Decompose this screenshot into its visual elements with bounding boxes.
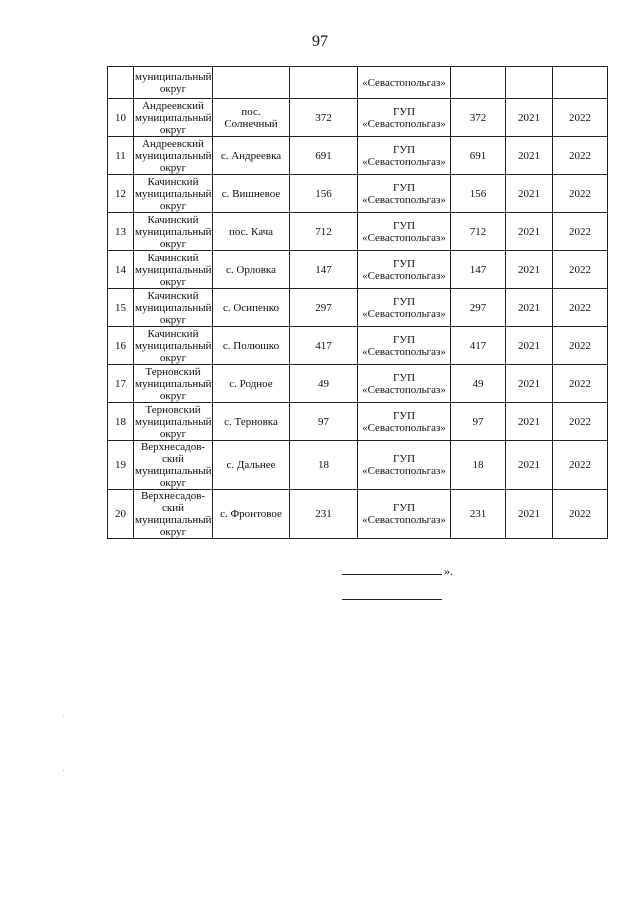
cell-year-end: 2022	[553, 365, 608, 403]
cell-operator: ГУП «Севастопольгаз»	[358, 175, 451, 213]
cell-settlement: пос. Солнечный	[213, 99, 290, 137]
cell-operator: ГУП «Севастопольгаз»	[358, 251, 451, 289]
cell-count: 691	[290, 137, 358, 175]
cell-settlement: пос. Кача	[213, 213, 290, 251]
scan-artifact	[63, 770, 64, 771]
cell-district: Терновский муниципальный округ	[135, 403, 212, 440]
cell-district: Верхнесадов-ский муниципальный округ	[135, 490, 212, 538]
cell-count: 372	[290, 99, 358, 137]
cell-count2: 372	[451, 99, 506, 137]
cell-num: 20	[108, 490, 134, 539]
cell-count: 97	[290, 403, 358, 441]
table-row	[108, 403, 608, 441]
cell-operator: ГУП «Севастопольгаз»	[358, 213, 451, 251]
cell-district: Андреевский муниципальный округ	[135, 137, 212, 174]
cell-settlement: с. Терновка	[213, 403, 290, 441]
cell-district: Качинский муниципальный округ	[135, 213, 212, 250]
settlements-table	[107, 66, 608, 539]
table-row	[108, 67, 608, 99]
cell-year-start: 2021	[506, 213, 553, 251]
cell-num: 13	[108, 213, 134, 251]
cell-num: 10	[108, 99, 134, 137]
cell-year-end: 2022	[553, 289, 608, 327]
cell-settlement	[213, 67, 290, 99]
cell-operator: ГУП «Севастопольгаз»	[358, 403, 451, 441]
cell-count2: 231	[451, 490, 506, 539]
cell-district: Качинский муниципальный округ	[135, 289, 212, 326]
cell-count2: 297	[451, 289, 506, 327]
cell-district: Качинский муниципальный округ	[135, 327, 212, 364]
cell-count2: 712	[451, 213, 506, 251]
cell-operator: ГУП «Севастопольгаз»	[358, 490, 451, 539]
cell-year-start: 2021	[506, 403, 553, 441]
cell-settlement: с. Андреевка	[213, 137, 290, 175]
cell-count2: 18	[451, 441, 506, 490]
cell-operator: «Севастопольгаз»	[358, 67, 451, 99]
cell-count2: 147	[451, 251, 506, 289]
cell-settlement: с. Фронтовое	[213, 490, 290, 539]
cell-year-end: 2022	[553, 490, 608, 539]
cell-year-end: 2022	[553, 213, 608, 251]
cell-settlement: с. Дальнее	[213, 441, 290, 490]
cell-operator: ГУП «Севастопольгаз»	[358, 441, 451, 490]
table-row	[108, 251, 608, 289]
cell-operator: ГУП «Севастопольгаз»	[358, 137, 451, 175]
cell-year-end: 2022	[553, 137, 608, 175]
cell-num: 18	[108, 403, 134, 441]
page-number: 97	[312, 33, 328, 50]
scan-artifact	[63, 715, 64, 716]
cell-year-end: 2022	[553, 251, 608, 289]
cell-count: 18	[290, 441, 358, 490]
cell-year-start: 2021	[506, 175, 553, 213]
cell-count2	[451, 67, 506, 99]
cell-num: 17	[108, 365, 134, 403]
cell-count: 231	[290, 490, 358, 539]
cell-count: 297	[290, 289, 358, 327]
table-row	[108, 327, 608, 365]
cell-num	[108, 67, 134, 99]
cell-year-start: 2021	[506, 251, 553, 289]
table-row	[108, 137, 608, 175]
cell-count	[290, 67, 358, 99]
table-row	[108, 365, 608, 403]
cell-year-end: 2022	[553, 175, 608, 213]
cell-year-end	[553, 67, 608, 99]
cell-year-start: 2021	[506, 289, 553, 327]
cell-district: Андреевский муниципальный округ	[135, 99, 212, 136]
cell-operator: ГУП «Севастопольгаз»	[358, 99, 451, 137]
cell-year-start: 2021	[506, 327, 553, 365]
cell-count2: 97	[451, 403, 506, 441]
cell-count: 417	[290, 327, 358, 365]
table-row	[108, 175, 608, 213]
cell-num: 11	[108, 137, 134, 175]
cell-count: 156	[290, 175, 358, 213]
cell-num: 12	[108, 175, 134, 213]
cell-district: муниципальный округ	[134, 67, 213, 99]
cell-num: 19	[108, 441, 134, 490]
cell-count: 712	[290, 213, 358, 251]
cell-year-start	[506, 67, 553, 99]
table-row	[108, 99, 608, 137]
closing-mark: ».	[444, 564, 453, 578]
cell-district: Верхнесадов-ский муниципальный округ	[135, 441, 212, 489]
cell-year-end: 2022	[553, 99, 608, 137]
cell-settlement: с. Осипенко	[213, 289, 290, 327]
cell-district: Качинский муниципальный округ	[135, 175, 212, 212]
table-row	[108, 441, 608, 490]
cell-year-end: 2022	[553, 403, 608, 441]
signature-line	[342, 598, 442, 600]
cell-operator: ГУП «Севастопольгаз»	[358, 327, 451, 365]
cell-district: Качинский муниципальный округ	[135, 251, 212, 288]
cell-year-end: 2022	[553, 327, 608, 365]
cell-settlement: с. Полюшко	[213, 327, 290, 365]
cell-count: 147	[290, 251, 358, 289]
cell-settlement: с. Родное	[213, 365, 290, 403]
cell-year-start: 2021	[506, 99, 553, 137]
cell-num: 14	[108, 251, 134, 289]
cell-district: Терновский муниципальный округ	[135, 365, 212, 402]
table-row	[108, 289, 608, 327]
cell-year-start: 2021	[506, 441, 553, 490]
cell-num: 16	[108, 327, 134, 365]
table-row	[108, 213, 608, 251]
cell-year-start: 2021	[506, 490, 553, 539]
cell-count2: 156	[451, 175, 506, 213]
cell-settlement: с. Орловка	[213, 251, 290, 289]
cell-operator: ГУП «Севастопольгаз»	[358, 289, 451, 327]
cell-settlement: с. Вишневое	[213, 175, 290, 213]
cell-operator: ГУП «Севастопольгаз»	[358, 365, 451, 403]
cell-num: 15	[108, 289, 134, 327]
cell-count2: 49	[451, 365, 506, 403]
cell-year-start: 2021	[506, 365, 553, 403]
cell-count2: 691	[451, 137, 506, 175]
table-row	[108, 490, 608, 539]
cell-count2: 417	[451, 327, 506, 365]
cell-year-end: 2022	[553, 441, 608, 490]
cell-count: 49	[290, 365, 358, 403]
closing-line	[342, 564, 442, 575]
cell-year-start: 2021	[506, 137, 553, 175]
